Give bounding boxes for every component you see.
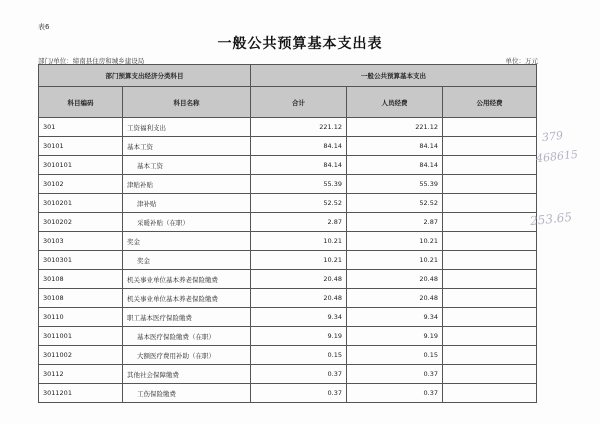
- handwritten-note: 468615: [535, 147, 579, 166]
- table-row: [39, 384, 537, 403]
- classification-group-header: 部门预算支出经济分类科目: [39, 65, 251, 87]
- cell-code: 30102: [39, 175, 123, 194]
- budget-table: [38, 64, 537, 403]
- table-row: [39, 327, 537, 346]
- cell-code: 3011002: [39, 346, 123, 365]
- cell-name: 采暖补贴（在职）: [123, 213, 251, 232]
- cell-public: [443, 232, 537, 251]
- table-row: [39, 365, 537, 384]
- cell-public: [443, 327, 537, 346]
- cell-personnel: 84.14: [347, 137, 443, 156]
- cell-code: 3010301: [39, 251, 123, 270]
- table-body: [39, 118, 537, 403]
- cell-total: 0.37: [251, 365, 347, 384]
- cell-personnel: 10.21: [347, 232, 443, 251]
- cell-code: 30108: [39, 289, 123, 308]
- cell-name: 基本工资: [123, 137, 251, 156]
- column-header-code: 科目编码: [39, 87, 123, 118]
- table-row: [39, 194, 537, 213]
- cell-public: [443, 213, 537, 232]
- cell-personnel: 20.48: [347, 289, 443, 308]
- cell-total: 0.15: [251, 346, 347, 365]
- cell-code: 3010201: [39, 194, 123, 213]
- column-header-name: 科目名称: [123, 87, 251, 118]
- cell-public: [443, 251, 537, 270]
- cell-code: 3011201: [39, 384, 123, 403]
- handwritten-note: 253.65: [529, 209, 573, 229]
- cell-name: 津补贴: [123, 194, 251, 213]
- cell-name: 津贴补贴: [123, 175, 251, 194]
- table-number: 表6: [38, 23, 50, 31]
- table-row: [39, 156, 537, 175]
- cell-name: 奖金: [123, 251, 251, 270]
- cell-public: [443, 289, 537, 308]
- cell-total: 84.14: [251, 137, 347, 156]
- cell-public: [443, 175, 537, 194]
- cell-name: 基本工资: [123, 156, 251, 175]
- cell-public: [443, 270, 537, 289]
- cell-code: 30101: [39, 137, 123, 156]
- handwritten-note: 379: [541, 128, 564, 145]
- table-row: [39, 270, 537, 289]
- page-title: 一般公共预算基本支出表: [217, 36, 383, 52]
- cell-code: 30103: [39, 232, 123, 251]
- column-header-public: 公用经费: [443, 87, 537, 118]
- cell-personnel: 2.87: [347, 213, 443, 232]
- cell-public: [443, 308, 537, 327]
- cell-name: 工资福利支出: [123, 118, 251, 137]
- cell-total: 55.39: [251, 175, 347, 194]
- cell-code: 301: [39, 118, 123, 137]
- cell-total: 10.21: [251, 251, 347, 270]
- cell-personnel: 0.37: [347, 365, 443, 384]
- table-row: [39, 308, 537, 327]
- cell-total: 9.19: [251, 327, 347, 346]
- table-row: [39, 118, 537, 137]
- group-header-row: [39, 65, 537, 87]
- cell-code: 30110: [39, 308, 123, 327]
- department-label: 部门/单位：缔南县住房和城乡建设局: [38, 57, 145, 65]
- cell-total: 2.87: [251, 213, 347, 232]
- cell-personnel: 10.21: [347, 251, 443, 270]
- cell-public: [443, 365, 537, 384]
- cell-personnel: 55.39: [347, 175, 443, 194]
- column-header-personnel: 人员经费: [347, 87, 443, 118]
- cell-personnel: 221.12: [347, 118, 443, 137]
- column-header-row: [39, 87, 537, 118]
- cell-name: 工伤保险缴费: [123, 384, 251, 403]
- table-row: [39, 175, 537, 194]
- cell-code: 3010101: [39, 156, 123, 175]
- table-row: [39, 346, 537, 365]
- cell-personnel: 0.37: [347, 384, 443, 403]
- table-row: [39, 137, 537, 156]
- cell-name: 机关事业单位基本养老保险缴费: [123, 289, 251, 308]
- cell-code: 3010202: [39, 213, 123, 232]
- cell-total: 84.14: [251, 156, 347, 175]
- cell-name: 其他社会保障缴费: [123, 365, 251, 384]
- cell-personnel: 9.34: [347, 308, 443, 327]
- table-row: [39, 213, 537, 232]
- cell-personnel: 84.14: [347, 156, 443, 175]
- cell-code: 3011001: [39, 327, 123, 346]
- cell-name: 机关事业单位基本养老保险缴费: [123, 270, 251, 289]
- cell-total: 20.48: [251, 270, 347, 289]
- cell-public: [443, 194, 537, 213]
- table-row: [39, 251, 537, 270]
- cell-total: 221.12: [251, 118, 347, 137]
- column-header-total: 合计: [251, 87, 347, 118]
- table-row: [39, 232, 537, 251]
- cell-personnel: 52.52: [347, 194, 443, 213]
- cell-public: [443, 118, 537, 137]
- unit-label: 单位：万元: [505, 57, 538, 65]
- cell-total: 52.52: [251, 194, 347, 213]
- cell-public: [443, 384, 537, 403]
- cell-total: 20.48: [251, 289, 347, 308]
- cell-personnel: 0.15: [347, 346, 443, 365]
- cell-name: 大额医疗费用补助（在职）: [123, 346, 251, 365]
- cell-public: [443, 156, 537, 175]
- expenditure-group-header: 一般公共预算基本支出: [251, 65, 537, 87]
- cell-total: 0.37: [251, 384, 347, 403]
- table-row: [39, 289, 537, 308]
- cell-code: 30108: [39, 270, 123, 289]
- cell-total: 9.34: [251, 308, 347, 327]
- cell-total: 10.21: [251, 232, 347, 251]
- cell-personnel: 9.19: [347, 327, 443, 346]
- cell-public: [443, 137, 537, 156]
- cell-code: 30112: [39, 365, 123, 384]
- cell-name: 基本医疗保险缴费（在职）: [123, 327, 251, 346]
- cell-public: [443, 346, 537, 365]
- cell-personnel: 20.48: [347, 270, 443, 289]
- cell-name: 职工基本医疗保险缴费: [123, 308, 251, 327]
- cell-name: 奖金: [123, 232, 251, 251]
